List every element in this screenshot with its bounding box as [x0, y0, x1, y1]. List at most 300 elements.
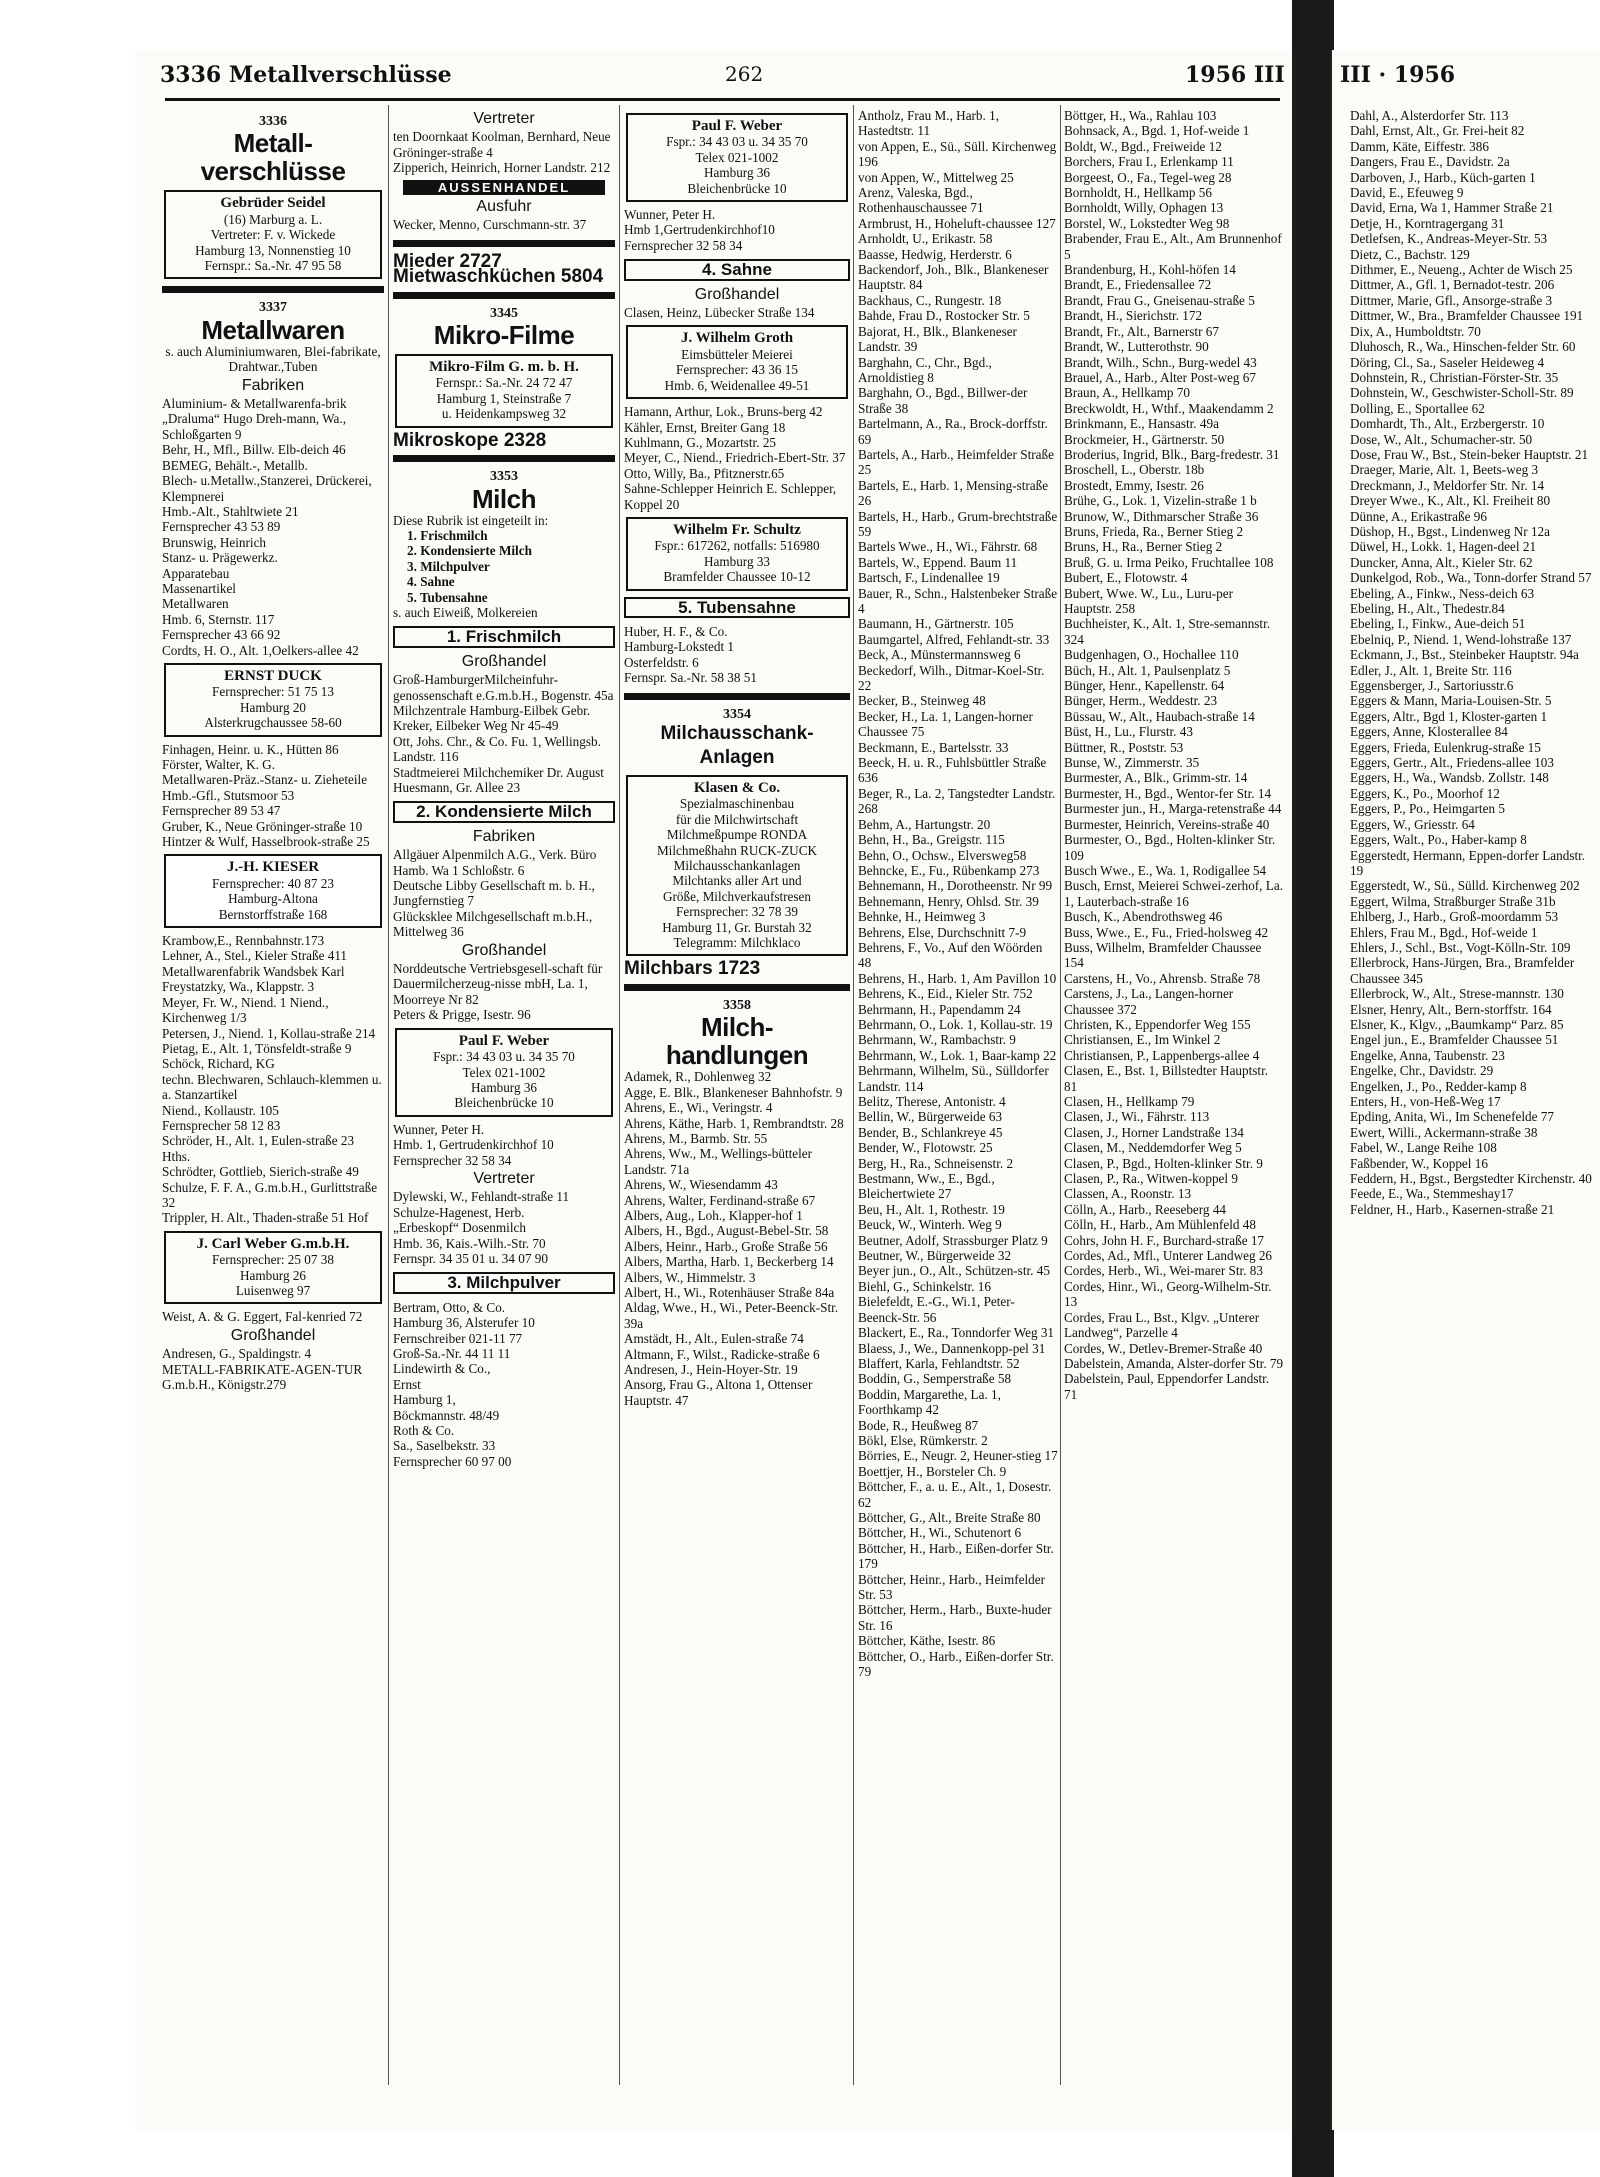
entry: Ebeling, I., Finkw., Aue-deich 51	[1350, 616, 1526, 632]
entry: Eckmann, J., Bst., Steinbeker Hauptstr. 94a	[1350, 647, 1579, 663]
entry: Brandt, Frau G., Gneisenau-straße 5	[1064, 292, 1255, 308]
entry: Arnholdt, U., Erikastr. 58	[858, 231, 993, 247]
entry: Bruns, Frieda, Ra., Berner Stieg 2	[1064, 523, 1244, 539]
entry: Ehlers, J., Schl., Bst., Vogt-Kölln-Str. 109	[1350, 939, 1571, 955]
entry: Darboven, J., Harb., Küch-garten 1	[1350, 169, 1536, 185]
entry: Ott, Johs. Chr., & Co. Fu. 1, Wellingsb. Landstr. 116	[393, 733, 601, 765]
ad-line: Fspr.: 34 43 03 u. 34 35 70	[666, 134, 808, 150]
entry: Dreckmann, J., Meldorfer Str. Nr. 14	[1350, 477, 1545, 493]
ad-line: Milchmeßhahn RUCK-ZUCK	[656, 842, 818, 858]
entry: Wunner, Peter H.	[624, 207, 716, 223]
entry: Buss, Wilhelm, Bramfelder Chaussee 154	[1064, 939, 1262, 971]
entry: Düshop, H., Bgst., Lindenweg Nr 12a	[1350, 523, 1550, 539]
ad-line: Größe, Milchverkaufstresen	[663, 888, 811, 904]
entry: Busch Wwe., E., Wa. 1, Rodigallee 54	[1064, 862, 1267, 878]
entry: Dittmer, W., Bra., Bramfelder Chaussee 191	[1350, 308, 1584, 324]
ad-box	[164, 854, 382, 928]
ad-line: Mikro-Film G. m. b. H.	[429, 359, 579, 376]
ad-line: Klasen & Co.	[693, 780, 781, 796]
entry: Dunkelgod, Rob., Wa., Tonn-dorfer Strand 57	[1350, 570, 1592, 586]
entry: Andresen, G., Spaldingstr. 4	[162, 1346, 312, 1362]
subheading: Großhandel	[461, 652, 547, 670]
running-head-left: 3336 Metallverschlüsse	[160, 62, 452, 88]
ad-line: (16) Marburg a. L.	[223, 211, 323, 227]
entry: Behrens, K., Eid., Kieler Str. 752	[858, 986, 1033, 1002]
entry: Bartsch, F., Lindenallee 19	[858, 570, 1000, 586]
entry: Behrmann, Wilhelm, Sü., Sülldorfer Landstr. 114	[858, 1063, 1049, 1094]
entry: Christen, K., Eppendorfer Weg 155	[1064, 1016, 1251, 1032]
subheading: Ausfuhr	[476, 198, 532, 216]
entry: Armbrust, H., Hoheluft-chaussee 127	[858, 215, 1056, 231]
entry: Beutner, Adolf, Strassburger Platz 9	[858, 1232, 1048, 1248]
entry: Eggers, Walt., Po., Haber-kamp 8	[1350, 832, 1527, 848]
entry: Böttcher, Käthe, Isestr. 86	[858, 1633, 996, 1649]
ad-line: Fernsprecher: 51 75 13	[212, 684, 334, 700]
ad-line: Hamburg 26	[239, 1267, 307, 1283]
entry: Bartels Wwe., H., Wi., Fährstr. 68	[858, 539, 1038, 555]
section-title: Milch	[472, 483, 536, 514]
entry: Dietz, C., Bachstr. 129	[1350, 246, 1470, 262]
section-rule	[162, 286, 384, 293]
entry: Ahrens, Ww., M., Wellings-bütteler Landstr. 71a	[624, 1146, 813, 1177]
section-number: 3358	[723, 997, 751, 1013]
entry: Böttcher, F., a. u. E., Alt., 1, Dosestr. 62	[858, 1479, 1052, 1510]
entry: Milchzentrale Hamburg-Eilbek Gebr. Kreker, Eilbeker Weg Nr 45-49	[393, 702, 591, 734]
entry: Metallwaren	[162, 596, 229, 612]
header-rule	[165, 98, 1280, 101]
entry: Borstel, W., Lokstedter Weg 98	[1064, 215, 1230, 231]
entry: Barghahn, C., Chr., Bgd., Arnoldistieg 8	[858, 354, 992, 385]
section-number: 3337	[259, 300, 287, 316]
entry: Beckmann, E., Bartelsstr. 33	[858, 739, 1009, 755]
entry-list	[624, 624, 850, 686]
ad-box	[626, 113, 848, 202]
ad-line: Wilhelm Fr. Schultz	[673, 521, 801, 538]
page-number: 262	[725, 62, 764, 86]
entry: Blech- u.Metallw.,Stanzerei, Drückerei, Klempnerei	[162, 473, 372, 504]
ad-line: Telegramm: Milchklaco	[673, 935, 801, 951]
cross-reference-heading: Milchbars 1723	[624, 958, 761, 980]
entry: Fernsprecher 32 58 34	[624, 237, 743, 253]
ad-line: für die Milchwirtschaft	[675, 811, 799, 827]
entry: Beeck, H. u. R., Fuhlsbüttler Straße 636	[858, 755, 1047, 786]
ad-box	[395, 1028, 613, 1117]
entry: Duncker, Anna, Alt., Kieler Str. 62	[1350, 554, 1533, 570]
entry: Beuck, W., Winterh. Weg 9	[858, 1217, 1002, 1233]
entry: Broderius, Ingrid, Blk., Barg-fredestr. 31	[1064, 446, 1280, 462]
entry: Blaess, J., We., Dannenkopp-pel 31	[858, 1340, 1046, 1356]
ad-line: Hamburg 1, Steinstraße 7	[436, 390, 572, 406]
entry: 3. Milchpulver	[407, 558, 490, 574]
entry: Behr, H., Mfl., Billw. Elb-deich 46	[162, 442, 346, 458]
entry: Carstens, J., La., Langen-horner Chaussee 372	[1064, 986, 1234, 1017]
section-rule	[393, 455, 615, 462]
entry: Schröder, H., Alt. 1, Eulen-straße 23 Hths.	[162, 1133, 355, 1164]
entry: Fernsprecher 58 12 83	[162, 1117, 281, 1133]
entry-list	[393, 1300, 615, 1469]
entry: Brandenburg, H., Kohl-höfen 14	[1064, 262, 1236, 278]
entry: Böttcher, G., Alt., Breite Straße 80	[858, 1509, 1041, 1525]
entry: Baumann, H., Gärtnerstr. 105	[858, 616, 1014, 632]
entry: Eggers, H., Wa., Wandsb. Zollstr. 148	[1350, 770, 1549, 786]
section-number: 3353	[490, 469, 518, 485]
entry-list	[393, 1122, 615, 1168]
entry: Schulze, F. F. A., G.m.b.H., Gurlittstraße 32	[162, 1179, 378, 1210]
entry: Bunse, W., Zimmerstr. 35	[1064, 755, 1200, 771]
section-title: Anlagen	[699, 747, 775, 768]
entry: Behrmann, H., Papendamm 24	[858, 1001, 1021, 1017]
ad-line: Hamburg 36	[703, 165, 771, 181]
ad-line: Eimsbütteler Meierei	[681, 346, 793, 362]
entry: Brandt, W., Lutterothstr. 90	[1064, 339, 1209, 355]
entry: BEMEG, Behält.-, Metallb.	[162, 457, 308, 473]
entry: Ebeling, H., Alt., Thedestr.84	[1350, 601, 1505, 616]
cross-reference-heading: Mikroskope 2328	[393, 429, 547, 451]
entry: Domhardt, Th., Alt., Erzbergerstr. 10	[1350, 416, 1545, 432]
entry: Dose, W., Alt., Schumacher-str. 50	[1350, 431, 1533, 447]
entry: Bartelmann, A., Ra., Brock-dorffstr. 69	[858, 416, 1048, 447]
entry: Peters & Prigge, Isestr. 96	[393, 1007, 531, 1023]
entry: Bünger, Herm., Weddestr. 23	[1064, 693, 1218, 709]
entry: Bartels, H., Harb., Grum-brechtstraße 59	[858, 508, 1058, 539]
entry: Bielefeldt, E.-G., Wi.1, Peter-Beenck-Str. 56	[858, 1294, 1015, 1325]
entry: Baumgartel, Alfred, Fehlandt-str. 33	[858, 631, 1050, 647]
ad-line: Gebrüder Seidel	[220, 195, 326, 212]
ad-line: Fernsprecher: 32 78 39	[676, 904, 798, 920]
entry: Brandt, E., Friedensallee 72	[1064, 277, 1212, 293]
entry: Dittmer, A., Gfl. 1, Bernadot-testr. 206	[1350, 277, 1555, 293]
cross-reference-heading: Mieder 2727	[393, 250, 502, 272]
entry: Wecker, Menno, Curschmann-str. 37	[393, 217, 587, 233]
entry: Engelke, Chr., Davidstr. 29	[1350, 1063, 1494, 1079]
entry: Büch, H., Alt. 1, Paulsenplatz 5	[1064, 662, 1231, 678]
entry: Draeger, Marie, Alt. 1, Beets-weg 3	[1350, 462, 1539, 478]
entry: Eggers & Mann, Maria-Louisen-Str. 5	[1350, 693, 1552, 709]
section-title: verschlüsse	[200, 156, 346, 187]
subheading: Großhandel	[694, 285, 780, 303]
entry: Clasen, E., Bst. 1, Billstedter Hauptstr. 81	[1064, 1063, 1269, 1094]
entry: Förster, Walter, K. G.	[162, 757, 276, 772]
ad-box	[626, 325, 848, 399]
ad-box	[164, 1231, 382, 1305]
subsection-heading: 5. Tubensahne	[624, 597, 850, 618]
entry: Böttcher, H., Wi., Schutenort 6	[858, 1525, 1022, 1541]
entry: Döring, Cl., Sa., Saseler Heideweg 4	[1350, 354, 1545, 370]
entry: Osterfeldstr. 6	[624, 654, 699, 670]
running-head-right: 1956 III	[1185, 62, 1285, 88]
entry-list	[393, 129, 615, 175]
entry: Eggers, K., Po., Moorhof 12	[1350, 785, 1500, 801]
entry: Büst, H., Lu., Flurstr. 43	[1064, 724, 1193, 740]
column-5	[1064, 108, 1284, 1402]
entry: Dangers, Frau E., Davidstr. 2a	[1350, 154, 1510, 170]
entry: Dabelstein, Paul, Eppendorfer Landstr. 71	[1064, 1371, 1270, 1402]
entry: Schrödter, Gottlieb, Sierich-straße 49	[162, 1164, 359, 1180]
entry: Eggerstedt, Hermann, Eppen-dorfer Landstr. 19	[1350, 847, 1586, 878]
ad-line: Hamburg 33	[703, 553, 771, 569]
entry: Busch, K., Abendrothsweg 46	[1064, 909, 1223, 925]
entry: Behrmann, W., Rambachstr. 9	[858, 1032, 1016, 1048]
entry: Eggers, P., Po., Heimgarten 5	[1350, 801, 1505, 817]
entry: Weist, A. & G. Eggert, Fal-kenried 72	[162, 1309, 363, 1325]
entry: Otto, Willy, Ba., Pfitznerstr.65	[624, 465, 785, 481]
entry: Brandt, H., Sierichstr. 172	[1064, 308, 1203, 324]
book-gutter	[1292, 0, 1334, 2177]
entry: Ahrens, Käthe, Harb. 1, Rembrandtstr. 28	[624, 1115, 844, 1131]
entry: Dittmer, Marie, Gfl., Ansorge-straße 3	[1350, 292, 1553, 308]
entry: Petersen, J., Niend. 1, Kollau-straße 214	[162, 1025, 376, 1041]
entry: Bender, B., Schlankreye 45	[858, 1124, 1003, 1140]
entry: 1. Frischmilch	[407, 527, 488, 543]
entry: Elsner, K., Klgv., „Baumkamp“ Parz. 85	[1350, 1016, 1564, 1032]
entry: Norddeutsche Vertriebsgesell-schaft für Dauermilcherzeug-nisse mbH, La. 1, Moorreye Nr 82	[393, 961, 603, 1007]
entry: Bartels, W., Eppend. Baum 11	[858, 554, 1018, 570]
ad-line: Milchausschankanlagen	[673, 858, 801, 874]
entry: Burmester, Heinrich, Vereins-straße 40	[1064, 816, 1270, 832]
entry: Groß-HamburgerMilcheinfuhr-genossenschaft e.G.m.b.H., Bogenstr. 45a	[393, 672, 614, 703]
entry: Behrmann, O., Lok. 1, Kollau-str. 19	[858, 1016, 1053, 1032]
running-head-next-page: III · 1956	[1340, 62, 1456, 88]
entry-list	[162, 1346, 384, 1392]
entry: Metallwarenfabrik Wandsbek Karl Freystatzky, Wa., Klappstr. 3	[162, 963, 345, 995]
entry: Fabel, W., Lange Reihe 108	[1350, 1140, 1497, 1156]
entry: Eggers, W., Griesstr. 64	[1350, 816, 1475, 832]
entry: Dabelstein, Amanda, Alster-dorfer Str. 79	[1064, 1355, 1284, 1371]
entry: Clasen, J., Wi., Fährstr. 113	[1064, 1109, 1210, 1125]
entry: Christiansen, E., Im Winkel 2	[1064, 1032, 1221, 1048]
entry: Brühe, G., Lok. 1, Vizelin-straße 1 b	[1064, 493, 1257, 509]
entry: techn. Blechwaren, Schlauch-klemmen u. a. Stanzartikel	[162, 1071, 382, 1103]
entry: Beutner, W., Bürgerweide 32	[858, 1248, 1012, 1264]
section-number: 3336	[259, 114, 287, 129]
entry-list	[393, 961, 615, 1023]
entry: Bellin, W., Bürgerweide 63	[858, 1109, 1003, 1125]
entry: Deutsche Libby Gesellschaft m. b. H., Jungfernstieg 7	[393, 878, 595, 909]
column-3	[624, 108, 850, 1408]
entry: Ellerbrock, W., Alt., Strese-mannstr. 130	[1350, 986, 1564, 1002]
ad-box	[626, 517, 848, 591]
entry: Beckedorf, Wilh., Ditmar-Koel-Str. 22	[858, 662, 1045, 694]
entry: Albers, Martha, Harb. 1, Beckerberg 14	[624, 1254, 834, 1270]
entry: Brunow, W., Dithmarscher Straße 36	[1064, 508, 1259, 524]
entry: Brauel, A., Harb., Alter Post-weg 67	[1064, 369, 1256, 385]
entry: Hmb.-Alt., Stahltwiete 21	[162, 503, 299, 519]
rubric-list	[393, 528, 615, 605]
entry: Becker, B., Steinweg 48	[858, 693, 986, 709]
ad-line: J.-H. KIESER	[226, 859, 320, 876]
entry: Sahne-Schlepper Heinrich E. Schlepper, Koppel 20	[624, 481, 837, 512]
entry: Huber, H. F., & Co.	[624, 623, 728, 639]
subheading: Vertreter	[473, 110, 535, 127]
entry: Detje, H., Korntragergang 31	[1350, 215, 1505, 231]
entry: Classen, A., Roonstr. 13	[1064, 1186, 1192, 1202]
entry-list	[1350, 108, 1600, 1217]
entry: Metallwaren-Präz.-Stanz- u. Zieheteile	[162, 772, 368, 788]
entry: Backhaus, C., Rungestr. 18	[858, 292, 1002, 308]
ad-box	[164, 190, 382, 279]
ad-line: Paul F. Weber	[458, 1032, 550, 1049]
entry: Bornholdt, Willy, Ophagen 13	[1064, 200, 1224, 216]
entry: Behn, O., Ochsw., Elversweg58	[858, 847, 1027, 863]
entry: Elsner, Henry, Alt., Bern-storffstr. 164	[1350, 1001, 1552, 1017]
subheading: Großhandel	[461, 941, 547, 959]
entry: Böckmannstr. 48/49	[393, 1407, 500, 1423]
entry: Hmb. 6, Sternstr. 117	[162, 611, 275, 627]
section-title: Metall-	[233, 128, 313, 159]
rubric-intro: Diese Rubrik ist eingeteilt in:	[393, 512, 549, 528]
entry: Detlefsen, K., Andreas-Meyer-Str. 53	[1350, 231, 1548, 247]
column-divider	[619, 105, 620, 2085]
entry: Dix, A., Humboldtstr. 70	[1350, 323, 1481, 339]
ad-line: Luisenweg 97	[235, 1283, 311, 1298]
section-title: Milch-	[700, 1012, 774, 1043]
entry: Cordes, W., Detlev-Bremer-Straße 40	[1064, 1340, 1263, 1356]
entry: Enters, H., von-Heß-Weg 17	[1350, 1094, 1501, 1109]
entry: Bertram, Otto, & Co.	[393, 1299, 506, 1315]
column-divider	[853, 105, 854, 2085]
entry: Fernsprecher 43 66 92	[162, 627, 281, 643]
entry: Dluhosch, R., Wa., Hinschen-felder Str. 60	[1350, 339, 1576, 355]
column-4	[858, 108, 1058, 1679]
entry: Behrens, F., Vo., Auf den Wöörden 48	[858, 939, 1043, 971]
entry: Meyer, Fr. W., Niend. 1 Niend., Kirchenweg 1/3	[162, 994, 329, 1026]
section-title: Metallwaren	[201, 314, 345, 345]
entry: Behnemann, Henry, Ohlsd. Str. 39	[858, 893, 1039, 909]
entry: Biehl, G., Schinkelstr. 16	[858, 1278, 991, 1294]
entry: Hamann, Arthur, Lok., Bruns-berg 42	[624, 404, 823, 420]
subheading: Fabriken	[241, 376, 305, 394]
entry: Bahde, Frau D., Rostocker Str. 5	[858, 308, 1030, 324]
entry: Stanz- u. Prägewerkz.	[162, 550, 278, 566]
entry: Backendorf, Joh., Blk., Blankeneser Hauptstr. 84	[858, 262, 1049, 293]
entry: Niend., Kollaustr. 105	[162, 1102, 279, 1118]
entry: Clasen, J., Horner Landstraße 134	[1064, 1124, 1244, 1140]
entry: Bajorat, H., Blk., Blankeneser Landstr. 39	[858, 323, 1017, 355]
entry: Amstädt, H., Alt., Eulen-straße 74	[624, 1331, 804, 1347]
entry: Hmb 1,Gertrudenkirchhof10	[624, 222, 775, 238]
entry: Meyer, C., Niend., Friedrich-Ebert-Str. 37	[624, 450, 846, 466]
ad-line: Alsterkrugchaussee 58-60	[204, 715, 342, 731]
entry: Behm, A., Hartungstr. 20	[858, 816, 991, 832]
entry: Busch, Ernst, Meierei Schwei-zerhof, La. 1, Lauterbach-straße 16	[1064, 878, 1283, 909]
entry: Böttcher, Herm., Harb., Buxte-huder Str. 16	[858, 1602, 1052, 1633]
entry: Brunswig, Heinrich	[162, 534, 267, 550]
entry: David, Erna, Wa 1, Hammer Straße 21	[1350, 200, 1554, 216]
entry: Aldag, Wwe., H., Wi., Peter-Beenck-Str. 39a	[624, 1300, 839, 1331]
entry: Boddin, Margarethe, La. 1, Foorthkamp 42	[858, 1386, 1001, 1418]
entry: Adamek, R., Dohlenweg 32	[624, 1069, 772, 1085]
entry: METALL-FABRIKATE-AGEN-TUR G.m.b.H., Königstr.279	[162, 1361, 363, 1393]
column-1	[162, 108, 384, 1392]
entry: Epding, Anita, Wi., Im Schenefelde 77	[1350, 1109, 1554, 1125]
entry: Hintzer & Wulf, Hasselbrook-straße 25	[162, 834, 370, 850]
ad-line: Bleichenbrücke 10	[454, 1095, 554, 1111]
entry: Brandt, Fr., Alt., Barnerstr 67	[1064, 323, 1219, 339]
ad-line: Telex 021-1002	[462, 1064, 546, 1080]
entry: Ansorg, Frau G., Altona 1, Ottenser Hauptstr. 47	[624, 1377, 813, 1408]
ad-line: Hamburg 11, Gr. Burstah 32	[662, 919, 812, 935]
entry-list	[162, 742, 384, 850]
entry: Bode, R., Heußweg 87	[858, 1417, 979, 1433]
entry: Albers, Heinr., Harb., Große Straße 56	[624, 1238, 828, 1254]
entry: Allgäuer Alpenmilch A.G., Verk. Büro Hamb. Wa 1 Schloßstr. 6	[393, 847, 597, 878]
entry-list	[1064, 108, 1284, 1402]
entry: Dahl, A., Alsterdorfer Str. 113	[1350, 108, 1509, 123]
subsection-heading: 1. Frischmilch	[393, 626, 615, 647]
entry: Roth & Co.	[393, 1423, 455, 1439]
entry: Engelke, Anna, Taubenstr. 23	[1350, 1047, 1505, 1063]
entry: Fernspr. Sa.-Nr. 58 38 51	[624, 670, 757, 686]
entry: Carstens, H., Vo., Ahrensb. Straße 78	[1064, 970, 1261, 986]
ad-line: Hamburg 20	[239, 699, 307, 715]
entry: Buss, Wwe., E., Fu., Fried-holsweg 42	[1064, 924, 1269, 940]
entry: Albers, H., Bgd., August-Bebel-Str. 58	[624, 1223, 829, 1239]
entry: Belitz, Therese, Antonistr. 4	[858, 1094, 1006, 1109]
entry: Hmb.-Gfl., Stutsmoor 53	[162, 787, 295, 803]
cross-reference-heading: Mietwaschküchen 5804	[393, 266, 604, 288]
entry: Cordts, H. O., Alt. 1,Oelkers-allee 42	[162, 642, 359, 658]
section-title: Mikro-Filme	[433, 320, 575, 351]
entry: Bubert, Wwe. W., Lu., Luru-per Hauptstr. 258	[1064, 585, 1233, 616]
entry: Pietag, E., Alt. 1, Tönsfeldt-straße 9	[162, 1040, 352, 1056]
column-2	[393, 108, 615, 1469]
entry: Hmb. 1, Gertrudenkirchhof 10	[393, 1137, 554, 1153]
entry: Groß-Sa.-Nr. 44 11 11	[393, 1346, 511, 1361]
entry: Brandt, Wilh., Schn., Burg-wedel 43	[1064, 354, 1257, 370]
entry: Behnemann, H., Dorotheenstr. Nr 99	[858, 878, 1053, 894]
entry: Dahl, Ernst, Alt., Gr. Frei-heit 82	[1350, 123, 1525, 139]
entry: Berg, H., Ra., Schneisenstr. 2	[858, 1155, 1014, 1171]
entry: Hmb. 36, Kais.-Wilh.-Str. 70	[393, 1235, 546, 1251]
section-rule	[624, 693, 850, 700]
entry: ten Doornkaat Koolman, Bernhard, Neue Gröninger-straße 4	[393, 129, 611, 160]
entry: Dolling, E., Sportallee 62	[1350, 400, 1485, 416]
entry: Bartels, A., Harb., Heimfelder Straße 25	[858, 446, 1054, 478]
entry: Hamburg-Lokstedt 1	[624, 639, 735, 655]
entry: von Appen, E., Sü., Süll. Kirchenweg 196	[858, 138, 1057, 170]
entry: Dylewski, W., Fehlandt-straße 11	[393, 1189, 570, 1205]
entry: Albert, H., Wi., Rotenhäuser Straße 84a	[624, 1284, 835, 1300]
ad-line: Bleichenbrücke 10	[687, 180, 787, 196]
entry: Buchheister, K., Alt. 1, Stre-semannstr. 324	[1064, 616, 1271, 647]
entry: Ahrens, W., Wiesendamm 43	[624, 1177, 778, 1193]
entry: Krambow,E., Rennbahnstr.173	[162, 933, 325, 949]
ad-line: Fernspr.: Sa.-Nr. 47 95 58	[204, 258, 342, 274]
entry: Antholz, Frau M., Harb. 1, Hastedtstr. 11	[858, 108, 1000, 139]
entry: Budgenhagen, O., Hochallee 110	[1064, 647, 1239, 663]
entry: Blaffert, Karla, Fehlandtstr. 52	[858, 1355, 1020, 1371]
entry-list	[162, 933, 384, 1226]
entry: Faßbender, W., Koppel 16	[1350, 1155, 1488, 1171]
entry: Hamburg 1,	[393, 1392, 456, 1408]
entry: Cordes, Herb., Wi., Wei-marer Str. 83	[1064, 1263, 1263, 1279]
entry: Trippler, H. Alt., Thaden-straße 51 Hof	[162, 1210, 369, 1226]
column-6	[1350, 108, 1600, 1217]
entry: Ewert, Willi., Ackermann-straße 38	[1350, 1124, 1538, 1140]
ad-line: J. Wilhelm Groth	[680, 330, 794, 347]
entry-list	[393, 217, 615, 232]
entry: Bartels, E., Harb. 1, Mensing-straße 26	[858, 477, 1049, 509]
entry: Broschell, L., Oberstr. 18b	[1064, 462, 1205, 478]
column-divider	[388, 105, 389, 2085]
entry: von Appen, W., Mittelweg 25	[858, 169, 1014, 185]
subheading: Fabriken	[472, 827, 536, 845]
ad-line: Fernsprecher: 40 87 23	[212, 875, 334, 891]
entry: Behnke, H., Heimweg 3	[858, 909, 986, 925]
entry: Brinkmann, E., Hansastr. 49a	[1064, 416, 1219, 432]
entry: Altmann, F., Wilst., Radicke-straße 6	[624, 1346, 820, 1362]
ad-line: Vertreter: F. v. Wickede	[210, 227, 336, 243]
